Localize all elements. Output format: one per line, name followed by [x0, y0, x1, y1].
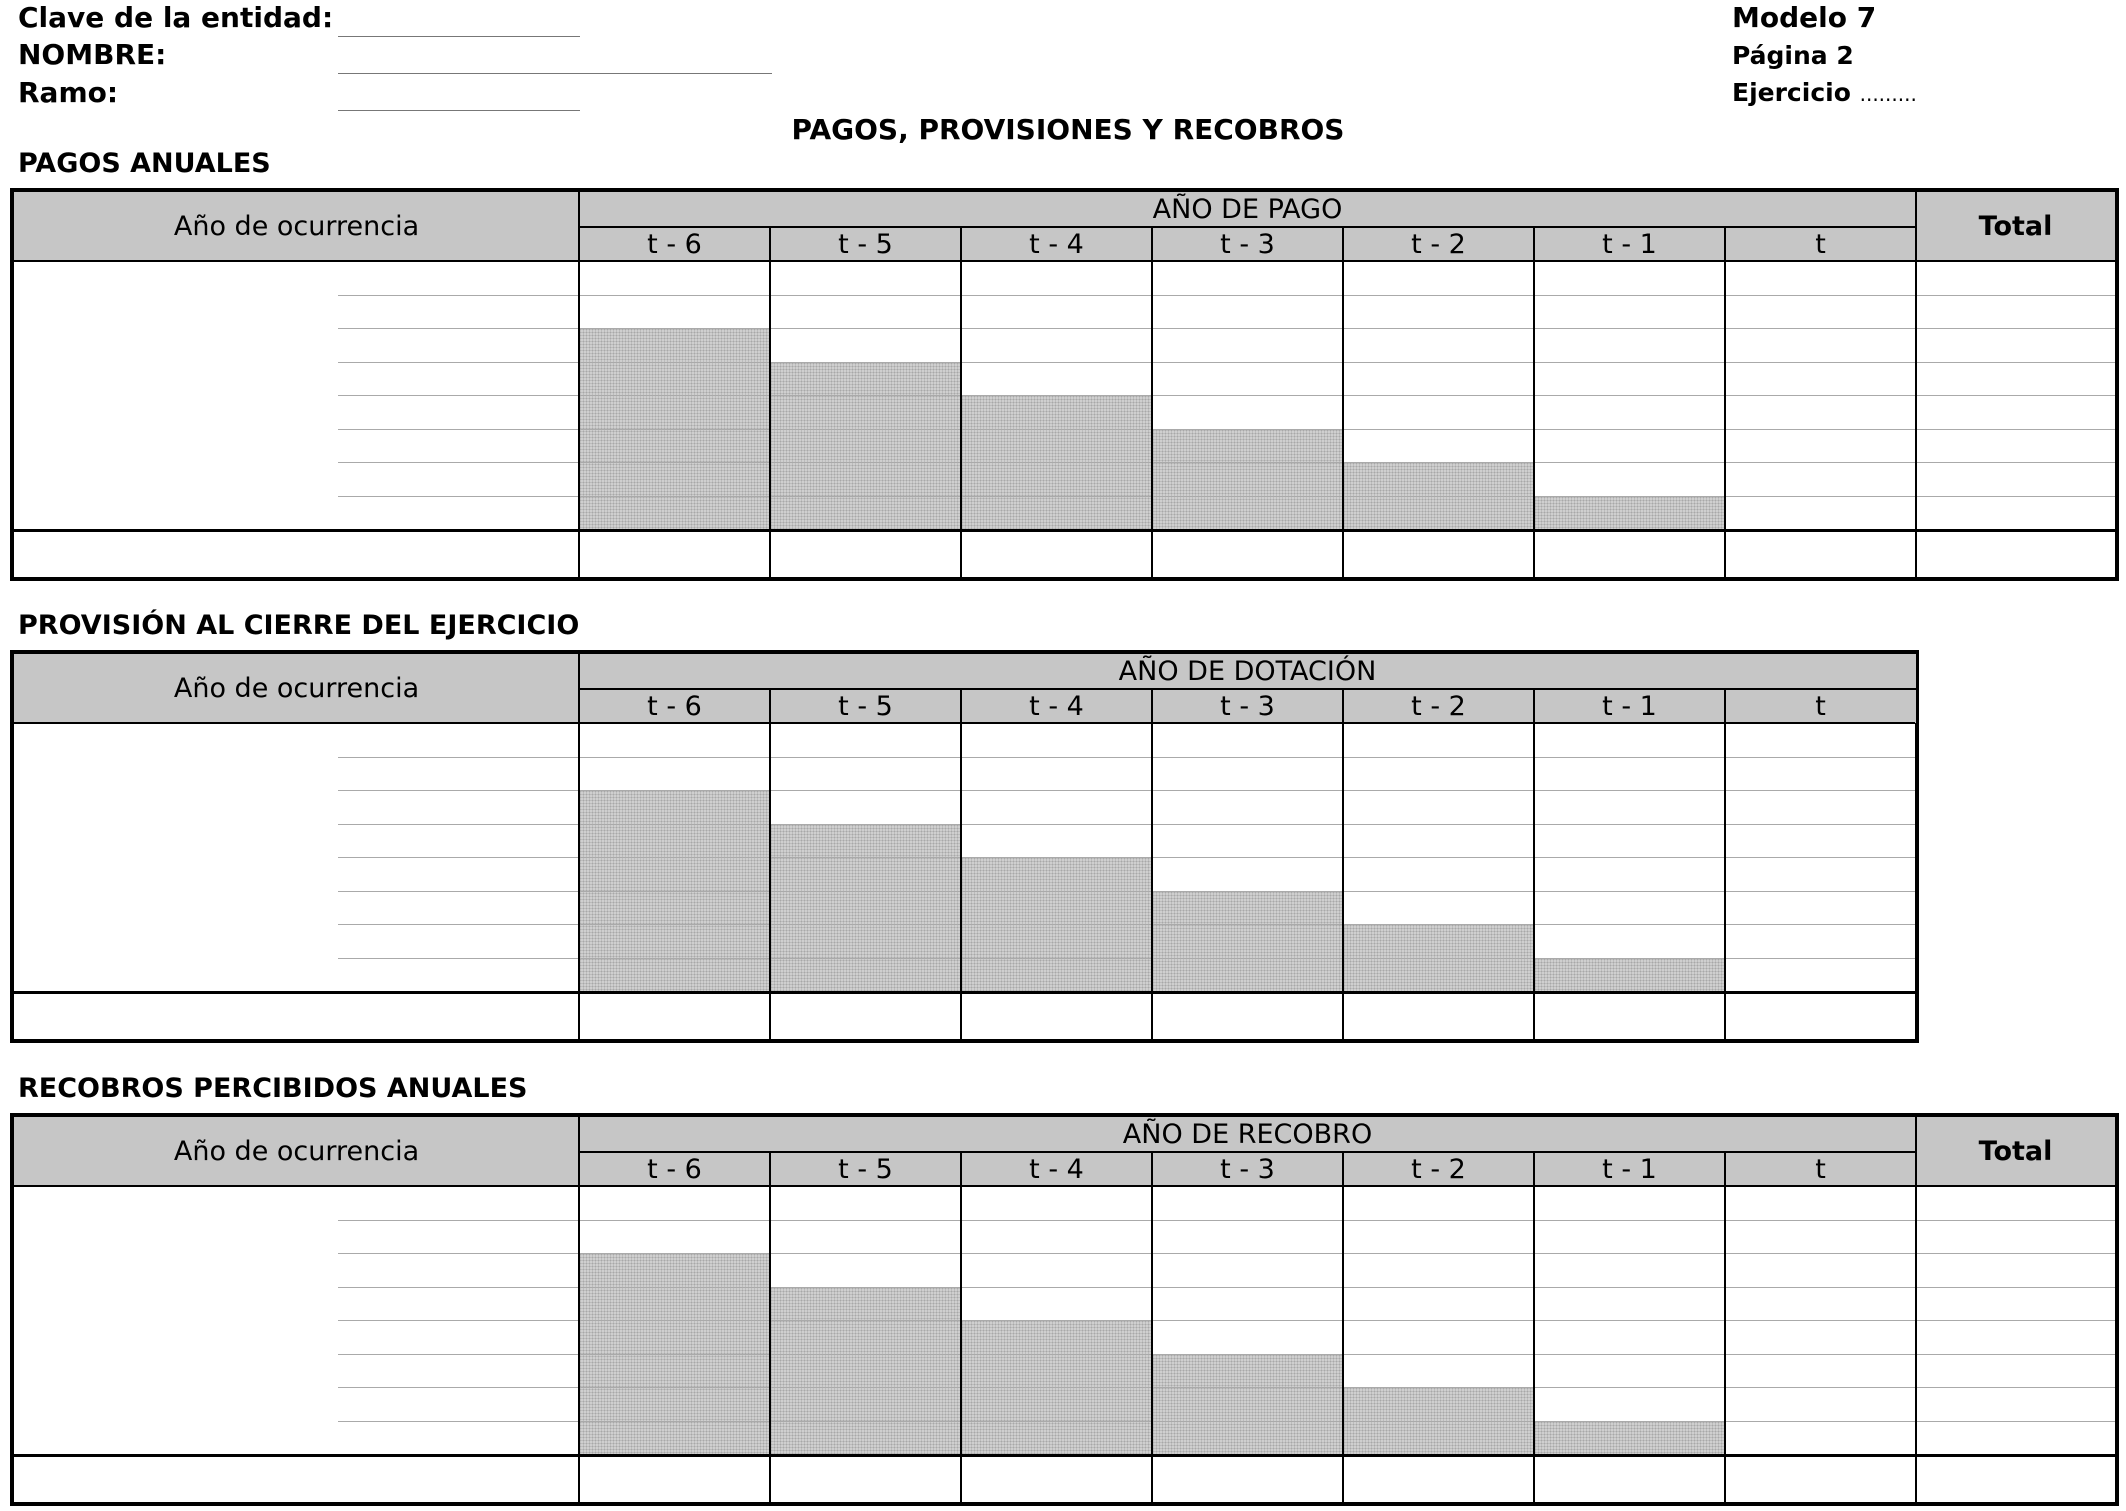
- occurrence-header: Año de ocurrencia: [14, 654, 579, 723]
- data-cell[interactable]: [771, 296, 959, 328]
- fiscal-year-label: Ejercicio: [1732, 78, 1851, 107]
- data-cell[interactable]: [1344, 1187, 1532, 1219]
- data-cell[interactable]: [1535, 396, 1723, 428]
- data-cell[interactable]: [1535, 858, 1723, 890]
- data-cell[interactable]: [1153, 825, 1341, 857]
- data-cell[interactable]: [1917, 1187, 2113, 1219]
- data-cell[interactable]: [771, 329, 959, 361]
- data-cell[interactable]: [1535, 1187, 1723, 1219]
- total-cell[interactable]: [962, 533, 1150, 579]
- data-cell[interactable]: [1726, 1254, 1914, 1286]
- data-cell[interactable]: [1726, 463, 1914, 495]
- data-cell[interactable]: [1917, 430, 2113, 462]
- branch-label: Ramo:: [18, 76, 119, 109]
- data-cell[interactable]: [1535, 724, 1723, 756]
- page-title: PAGOS, PROVISIONES Y RECOBROS: [791, 113, 1345, 146]
- row-separator: [338, 958, 1915, 959]
- data-cell[interactable]: [1535, 262, 1723, 294]
- model-label: Modelo 7: [1732, 1, 1877, 34]
- name-label: NOMBRE:: [18, 38, 167, 71]
- group-header-divider: [579, 688, 1916, 690]
- data-cell[interactable]: [1726, 430, 1914, 462]
- total-cell[interactable]: [580, 533, 768, 579]
- data-cell[interactable]: [1726, 892, 1914, 924]
- data-cell[interactable]: [1153, 363, 1341, 395]
- section-title: RECOBROS PERCIBIDOS ANUALES: [18, 1073, 528, 1104]
- total-cell[interactable]: [1726, 1458, 1914, 1504]
- section-title: PROVISIÓN AL CIERRE DEL EJERCICIO: [18, 610, 580, 641]
- data-cell[interactable]: [1344, 363, 1532, 395]
- total-cell[interactable]: [771, 533, 959, 579]
- data-cell[interactable]: [1917, 463, 2113, 495]
- data-cell[interactable]: [1344, 892, 1532, 924]
- data-cell[interactable]: [1726, 925, 1914, 957]
- period-column-header: t: [1725, 689, 1916, 723]
- data-cell[interactable]: [1726, 825, 1914, 857]
- data-cell[interactable]: [962, 1221, 1150, 1253]
- data-cell[interactable]: [1917, 1221, 2113, 1253]
- data-cell[interactable]: [771, 1221, 959, 1253]
- data-cell[interactable]: [1917, 1355, 2113, 1387]
- data-cell[interactable]: [580, 1187, 768, 1219]
- data-cell[interactable]: [1344, 1355, 1532, 1387]
- data-cell[interactable]: [1153, 1321, 1341, 1353]
- data-cell[interactable]: [1344, 1288, 1532, 1320]
- data-cell[interactable]: [1535, 363, 1723, 395]
- data-cell[interactable]: [1726, 1221, 1914, 1253]
- data-cell[interactable]: [1726, 262, 1914, 294]
- total-cell[interactable]: [1344, 533, 1532, 579]
- data-cell[interactable]: [1153, 724, 1341, 756]
- period-column-header: t - 2: [1343, 689, 1534, 723]
- data-cell[interactable]: [1726, 791, 1914, 823]
- period-column-header: t - 1: [1534, 689, 1725, 723]
- data-cell[interactable]: [1917, 1422, 2113, 1454]
- period-column-header: t - 6: [579, 689, 770, 723]
- data-cell[interactable]: [580, 262, 768, 294]
- group-header: AÑO DE DOTACIÓN: [579, 654, 1916, 689]
- data-cell[interactable]: [1726, 724, 1914, 756]
- occurrence-header: Año de ocurrencia: [14, 192, 579, 261]
- data-cell[interactable]: [1917, 497, 2113, 529]
- shaded-cell-block: [1534, 496, 1725, 530]
- data-cell[interactable]: [1344, 396, 1532, 428]
- period-column-header: t - 6: [579, 227, 770, 261]
- data-cell[interactable]: [1726, 758, 1914, 790]
- data-cell[interactable]: [1535, 1221, 1723, 1253]
- data-cell[interactable]: [1153, 296, 1341, 328]
- fiscal-year: [1732, 77, 1917, 110]
- total-cell[interactable]: [1344, 995, 1532, 1041]
- data-cell[interactable]: [962, 296, 1150, 328]
- period-column-header: t - 4: [961, 1152, 1152, 1186]
- group-header-divider: [579, 1151, 1916, 1153]
- data-cell[interactable]: [580, 1221, 768, 1253]
- period-column-header: t - 3: [1152, 227, 1343, 261]
- data-cell[interactable]: [1344, 791, 1532, 823]
- data-cell[interactable]: [1917, 1388, 2113, 1420]
- data-cell[interactable]: [1153, 396, 1341, 428]
- data-cell[interactable]: [962, 724, 1150, 756]
- period-column-header: t - 3: [1152, 689, 1343, 723]
- total-cell[interactable]: [1726, 995, 1914, 1041]
- data-cell[interactable]: [1917, 1321, 2113, 1353]
- entity-key-field[interactable]: [338, 36, 580, 37]
- period-column-header: t - 2: [1343, 227, 1534, 261]
- data-cell[interactable]: [1917, 296, 2113, 328]
- period-column-header: t: [1725, 1152, 1916, 1186]
- data-cell[interactable]: [962, 758, 1150, 790]
- occurrence-header: Año de ocurrencia: [14, 1117, 579, 1186]
- data-cell[interactable]: [1917, 262, 2113, 294]
- shaded-cell-block: [1534, 1421, 1725, 1455]
- data-cell[interactable]: [1726, 1388, 1914, 1420]
- data-cell[interactable]: [1153, 1254, 1341, 1286]
- branch-field[interactable]: [338, 110, 580, 111]
- total-cell[interactable]: [962, 995, 1150, 1041]
- data-cell[interactable]: [1344, 825, 1532, 857]
- data-cell[interactable]: [1535, 1254, 1723, 1286]
- data-cell[interactable]: [771, 1254, 959, 1286]
- period-column-header: t - 5: [770, 689, 961, 723]
- data-cell[interactable]: [1344, 758, 1532, 790]
- total-cell[interactable]: [1726, 533, 1914, 579]
- page-label: Página 2: [1732, 41, 1854, 70]
- data-cell[interactable]: [1344, 262, 1532, 294]
- data-cell[interactable]: [1726, 1288, 1914, 1320]
- total-cell[interactable]: [1153, 533, 1341, 579]
- data-cell[interactable]: [1917, 329, 2113, 361]
- shaded-cell-block: [1534, 958, 1725, 992]
- data-cell[interactable]: [1344, 1221, 1532, 1253]
- data-cell[interactable]: [1344, 1321, 1532, 1353]
- data-cell[interactable]: [771, 262, 959, 294]
- period-column-header: t - 4: [961, 227, 1152, 261]
- data-cell[interactable]: [1535, 825, 1723, 857]
- period-column-header: t: [1725, 227, 1916, 261]
- data-cell[interactable]: [1535, 1288, 1723, 1320]
- shaded-cell-block: [1152, 891, 1343, 992]
- column-divider: [578, 192, 580, 577]
- fiscal-year-value[interactable]: .........: [1859, 82, 1917, 106]
- period-column-header: t - 1: [1534, 227, 1725, 261]
- data-cell[interactable]: [962, 329, 1150, 361]
- data-cell[interactable]: [1344, 724, 1532, 756]
- data-cell[interactable]: [962, 1288, 1150, 1320]
- data-cell[interactable]: [771, 1187, 959, 1219]
- column-divider: [578, 654, 580, 1039]
- data-cell[interactable]: [771, 758, 959, 790]
- shaded-cell-block: [770, 362, 961, 530]
- total-cell[interactable]: [1535, 1458, 1723, 1504]
- period-column-header: t - 5: [770, 1152, 961, 1186]
- period-column-header: t - 4: [961, 689, 1152, 723]
- entity-key-label: Clave de la entidad:: [18, 1, 334, 34]
- data-cell[interactable]: [1535, 758, 1723, 790]
- data-cell[interactable]: [1726, 296, 1914, 328]
- period-column-header: t - 6: [579, 1152, 770, 1186]
- name-field[interactable]: [338, 73, 772, 74]
- data-cell[interactable]: [1535, 430, 1723, 462]
- group-header: AÑO DE RECOBRO: [579, 1117, 1916, 1152]
- data-cell[interactable]: [1344, 430, 1532, 462]
- data-cell[interactable]: [1535, 1321, 1723, 1353]
- data-cell[interactable]: [580, 724, 768, 756]
- total-cell[interactable]: [580, 995, 768, 1041]
- period-column-header: t - 1: [1534, 1152, 1725, 1186]
- data-cell[interactable]: [1535, 1388, 1723, 1420]
- total-cell[interactable]: [1917, 533, 2113, 579]
- data-cell[interactable]: [1726, 329, 1914, 361]
- data-cell[interactable]: [1535, 892, 1723, 924]
- data-cell[interactable]: [1726, 1355, 1914, 1387]
- data-cell[interactable]: [1726, 396, 1914, 428]
- data-cell[interactable]: [1535, 791, 1723, 823]
- data-cell[interactable]: [962, 363, 1150, 395]
- total-cell[interactable]: [1153, 995, 1341, 1041]
- total-row-border: [14, 529, 2115, 532]
- data-cell[interactable]: [1153, 858, 1341, 890]
- data-cell[interactable]: [1153, 262, 1341, 294]
- data-cell[interactable]: [1535, 329, 1723, 361]
- shaded-cell-block: [770, 824, 961, 992]
- data-cell[interactable]: [580, 758, 768, 790]
- data-cell[interactable]: [1726, 858, 1914, 890]
- data-cell[interactable]: [1917, 1254, 2113, 1286]
- total-cell[interactable]: [1344, 1458, 1532, 1504]
- data-cell[interactable]: [1535, 296, 1723, 328]
- section-title: PAGOS ANUALES: [18, 148, 271, 179]
- data-cell[interactable]: [1535, 463, 1723, 495]
- data-cell[interactable]: [1726, 363, 1914, 395]
- data-cell[interactable]: [1153, 791, 1341, 823]
- data-cell[interactable]: [1153, 329, 1341, 361]
- group-header-divider: [579, 226, 1916, 228]
- total-cell[interactable]: [1153, 1458, 1341, 1504]
- total-cell[interactable]: [580, 1458, 768, 1504]
- data-cell[interactable]: [1153, 758, 1341, 790]
- data-cell[interactable]: [771, 791, 959, 823]
- total-cell[interactable]: [1535, 995, 1723, 1041]
- column-divider: [578, 1117, 580, 1502]
- data-cell[interactable]: [962, 1254, 1150, 1286]
- period-column-header: t - 3: [1152, 1152, 1343, 1186]
- total-row-border: [14, 1454, 2115, 1457]
- total-cell[interactable]: [1917, 1458, 2113, 1504]
- data-cell[interactable]: [1344, 329, 1532, 361]
- total-cell[interactable]: [1535, 533, 1723, 579]
- data-cell[interactable]: [1344, 858, 1532, 890]
- data-cell[interactable]: [1344, 1254, 1532, 1286]
- total-cell[interactable]: [962, 1458, 1150, 1504]
- data-cell[interactable]: [1917, 396, 2113, 428]
- data-cell[interactable]: [1726, 497, 1914, 529]
- data-cell[interactable]: [580, 296, 768, 328]
- data-cell[interactable]: [962, 791, 1150, 823]
- total-row-border: [14, 991, 1915, 994]
- shaded-cell-block: [1152, 1354, 1343, 1455]
- total-cell[interactable]: [771, 995, 959, 1041]
- data-cell[interactable]: [962, 1187, 1150, 1219]
- period-column-header: t - 2: [1343, 1152, 1534, 1186]
- data-cell[interactable]: [1726, 1422, 1914, 1454]
- data-cell[interactable]: [1535, 1355, 1723, 1387]
- total-column-header: Total: [1916, 192, 2115, 261]
- data-cell[interactable]: [1917, 363, 2113, 395]
- data-cell[interactable]: [1153, 1221, 1341, 1253]
- period-column-header: t - 5: [770, 227, 961, 261]
- data-cell[interactable]: [771, 724, 959, 756]
- data-cell[interactable]: [962, 825, 1150, 857]
- data-cell[interactable]: [1917, 1288, 2113, 1320]
- shaded-cell-block: [770, 1287, 961, 1455]
- group-header: AÑO DE PAGO: [579, 192, 1916, 227]
- total-cell[interactable]: [771, 1458, 959, 1504]
- data-cell[interactable]: [1726, 959, 1914, 991]
- shaded-cell-block: [1152, 429, 1343, 530]
- data-cell[interactable]: [1726, 1187, 1914, 1219]
- data-cell[interactable]: [1153, 1288, 1341, 1320]
- data-cell[interactable]: [1535, 925, 1723, 957]
- total-column-header: Total: [1916, 1117, 2115, 1186]
- data-cell[interactable]: [962, 262, 1150, 294]
- data-cell[interactable]: [1726, 1321, 1914, 1353]
- data-cell[interactable]: [1344, 296, 1532, 328]
- data-cell[interactable]: [1153, 1187, 1341, 1219]
